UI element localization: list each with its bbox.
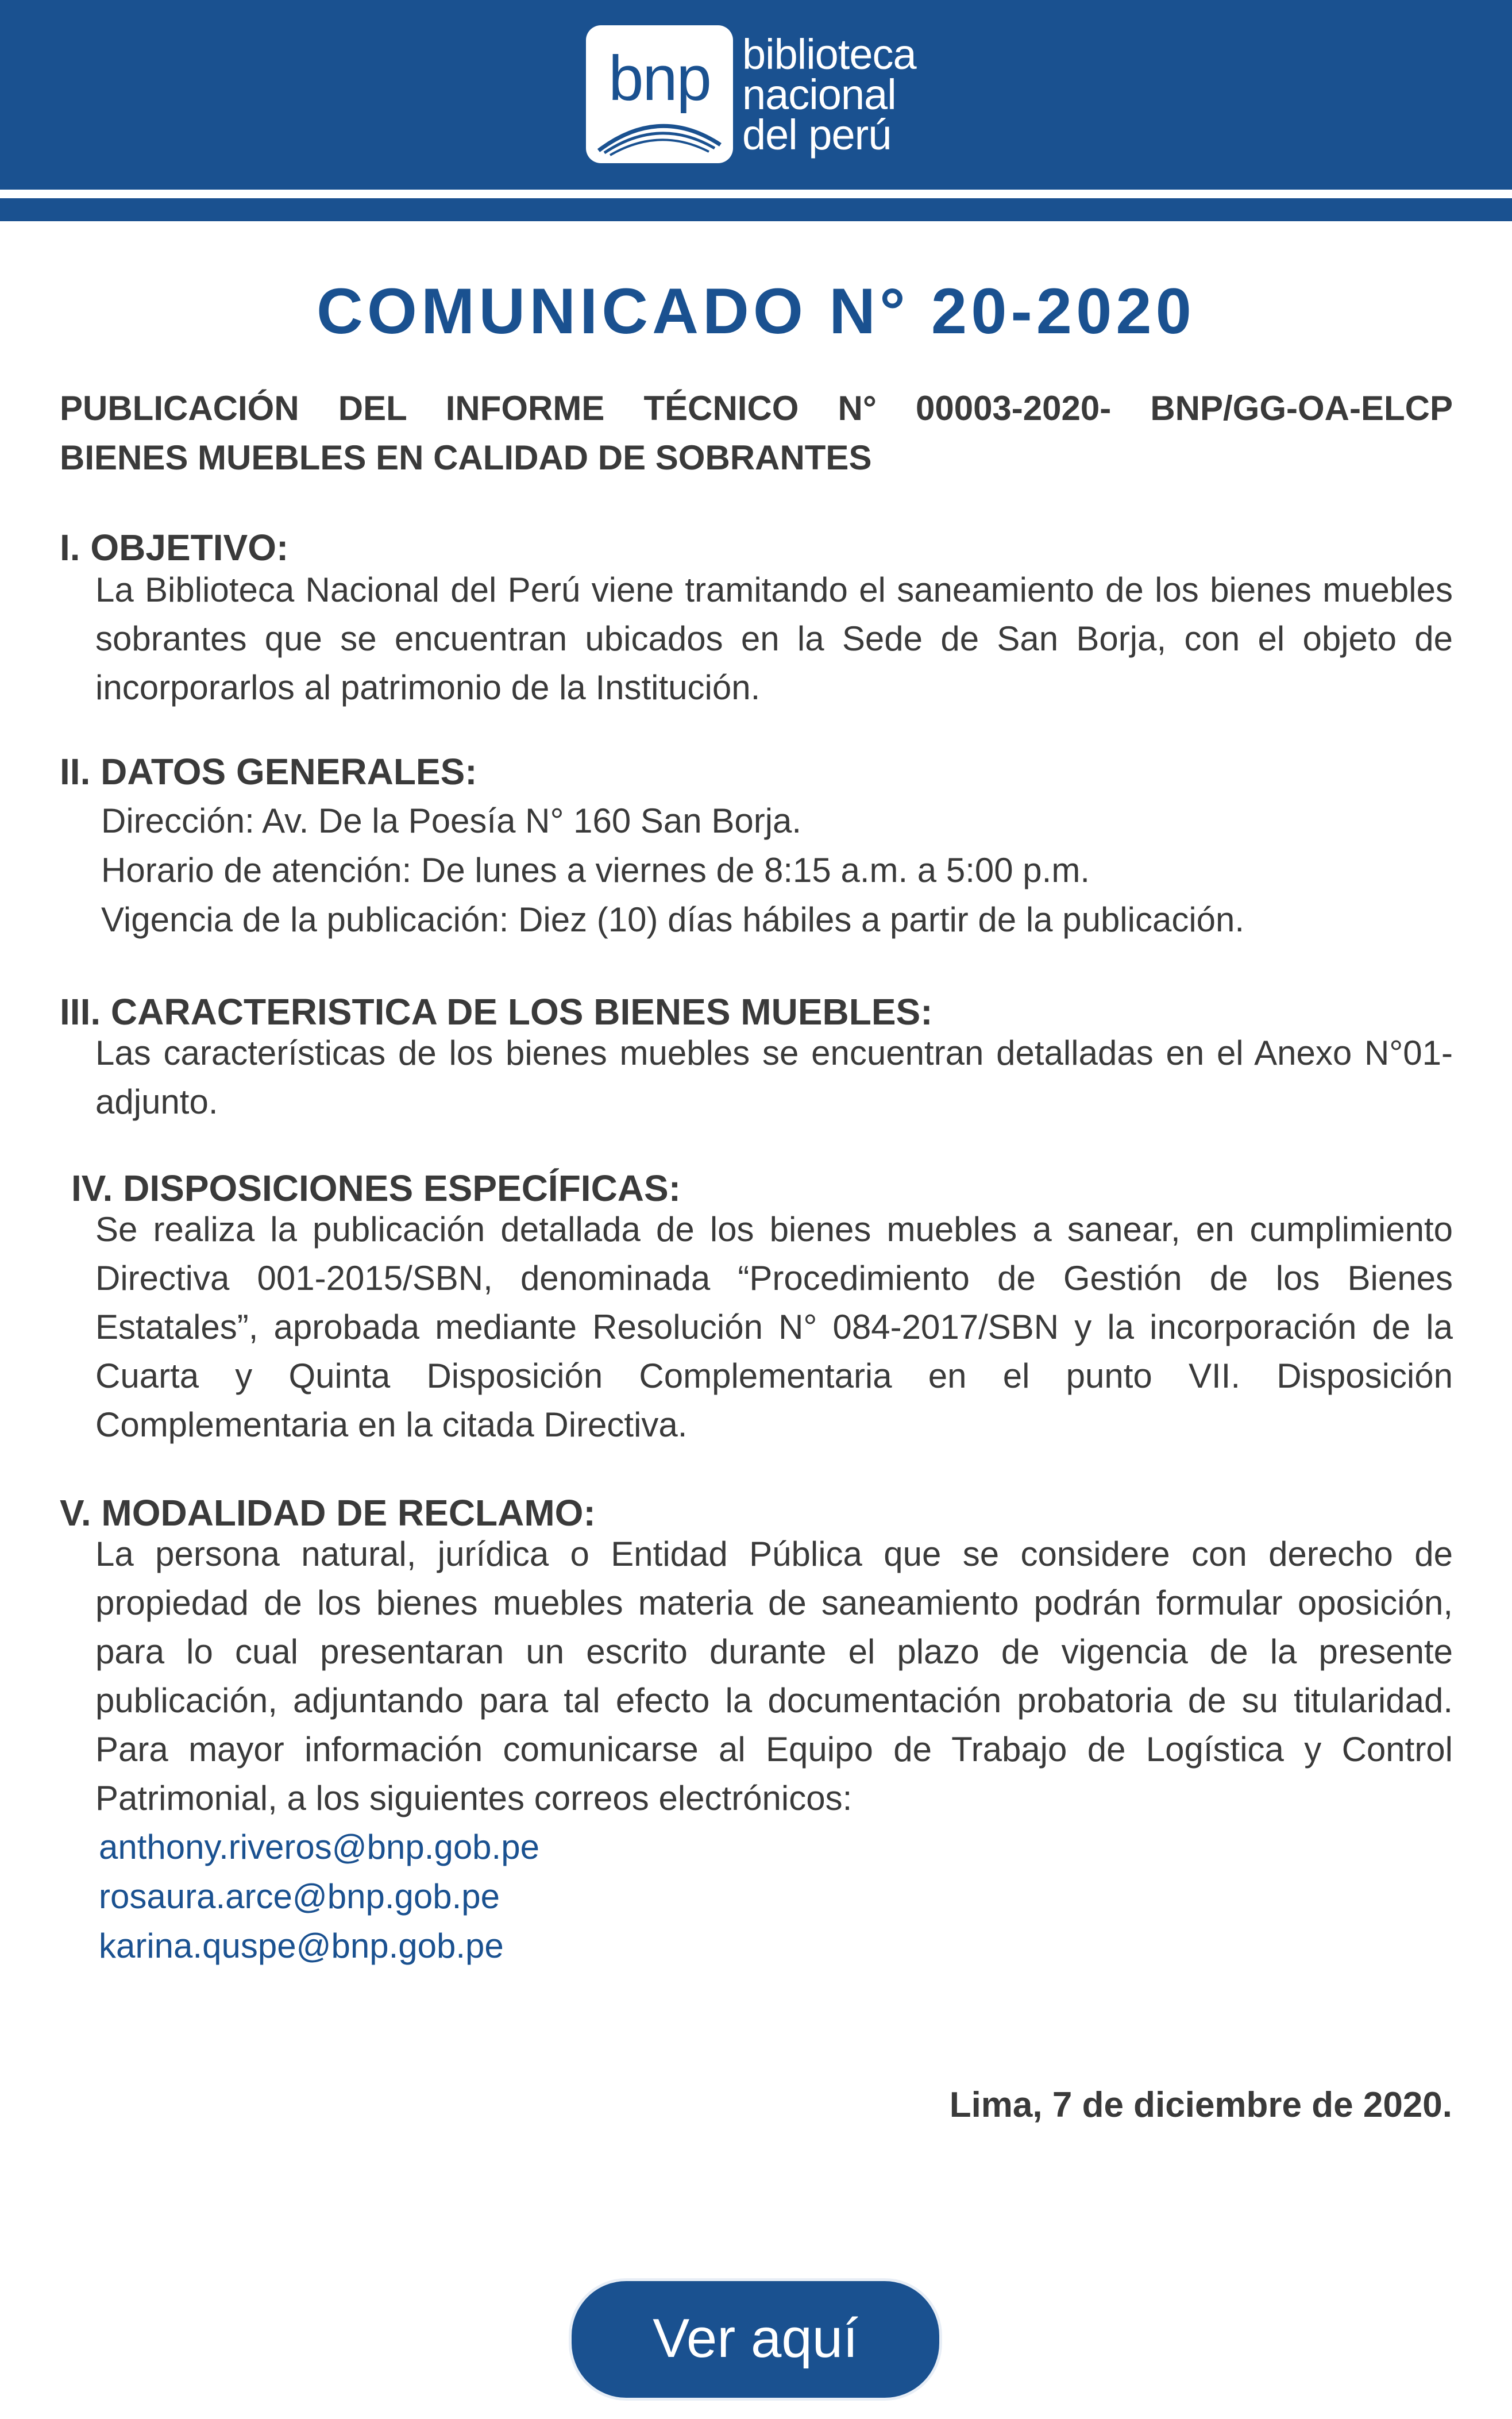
logo-wordmark xyxy=(742,30,916,159)
section-heading: V. MODALIDAD DE RECLAMO: xyxy=(60,1492,596,1534)
email-link[interactable]: karina.quspe@bnp.gob.pe xyxy=(99,1927,504,1965)
section-body: La persona natural, jurídica o Entidad Pública que se considere con derecho de propiedad de los bienes muebles materia de saneamiento podrán formular oposición, para lo cual presentaran un escrito durante el plazo de vigencia de la presente publicación, adjuntando para tal efecto la documentación probatoria de su titularidad. Para mayor información comunicarse al Equipo de Trabajo de Logística y Control Patrimonial, a los siguientes correos electrónicos: xyxy=(95,1535,1453,1817)
section-body: Las características de los bienes muebles se encuentran detalladas en el Anexo N°01- adjunto. xyxy=(95,1034,1453,1121)
header-divider xyxy=(0,190,1512,198)
email-link[interactable]: anthony.riveros@bnp.gob.pe xyxy=(99,1828,539,1866)
datos-list xyxy=(101,796,1453,945)
section-objetivo xyxy=(60,523,1453,712)
section-caracteristica xyxy=(60,987,1453,1126)
ver-aqui-button[interactable]: Ver aquí xyxy=(569,2278,942,2401)
document-subtitle xyxy=(60,384,1453,483)
bnp-logo xyxy=(586,25,733,163)
section-heading: IV. DISPOSICIONES ESPECÍFICAS: xyxy=(71,1168,681,1209)
datos-horario: Horario de atención: De lunes a viernes de 8:15 a.m. a 5:00 p.m. xyxy=(101,851,1090,889)
section-heading: III. CARACTERISTICA DE LOS BIENES MUEBLES: xyxy=(60,991,933,1033)
logo-line-1: biblioteca xyxy=(742,30,916,78)
section-disposiciones xyxy=(60,1164,1453,1449)
logo-line-3: del perú xyxy=(742,111,892,159)
section-body: La Biblioteca Nacional del Perú viene tramitando el saneamiento de los bienes muebles sobrantes que se encuentran ubicados en la Sede de San Borja, con el objeto de incorporarlos al patrimonio de la Institución. xyxy=(95,571,1453,707)
section-datos-generales xyxy=(60,747,1453,945)
page-title: COMUNICADO N° 20-2020 xyxy=(317,275,1195,347)
section-heading: I. OBJETIVO: xyxy=(60,527,289,568)
email-list xyxy=(60,1823,1453,1971)
section-body: Se realiza la publicación detallada de los bienes muebles a sanear, en cumplimiento Directiva 001-2015/SBN, denominada “Procedimiento de Gestión de los Bienes Estatales”, aprobada mediante Resolución N° 084-2017/SBN y la incorporación de la Cuarta y Quinta Disposición Complementaria en el punto VII. Disposición Complementaria en la citada Directiva. xyxy=(95,1210,1453,1444)
document-date: Lima, 7 de diciembre de 2020. xyxy=(949,2085,1452,2125)
section-modalidad-reclamo xyxy=(60,1488,1453,1971)
logo-mark: bnp xyxy=(608,43,711,114)
email-link[interactable]: rosaura.arce@bnp.gob.pe xyxy=(99,1877,500,1916)
section-heading: II. DATOS GENERALES: xyxy=(60,751,477,792)
header-stripe xyxy=(0,198,1512,221)
logo-line-2: nacional xyxy=(742,71,896,118)
logo-wave-icon xyxy=(596,110,723,156)
datos-direccion: Dirección: Av. De la Poesía N° 160 San Borja. xyxy=(101,802,802,840)
datos-vigencia: Vigencia de la publicación: Diez (10) días hábiles a partir de la publicación. xyxy=(101,900,1245,939)
subtitle-line-2: BIENES MUEBLES EN CALIDAD DE SOBRANTES xyxy=(60,438,872,477)
subtitle-line-1: PUBLICACIÓN DEL INFORME TÉCNICO N° 00003-2020- BNP/GG-OA-ELCP xyxy=(60,389,1453,427)
